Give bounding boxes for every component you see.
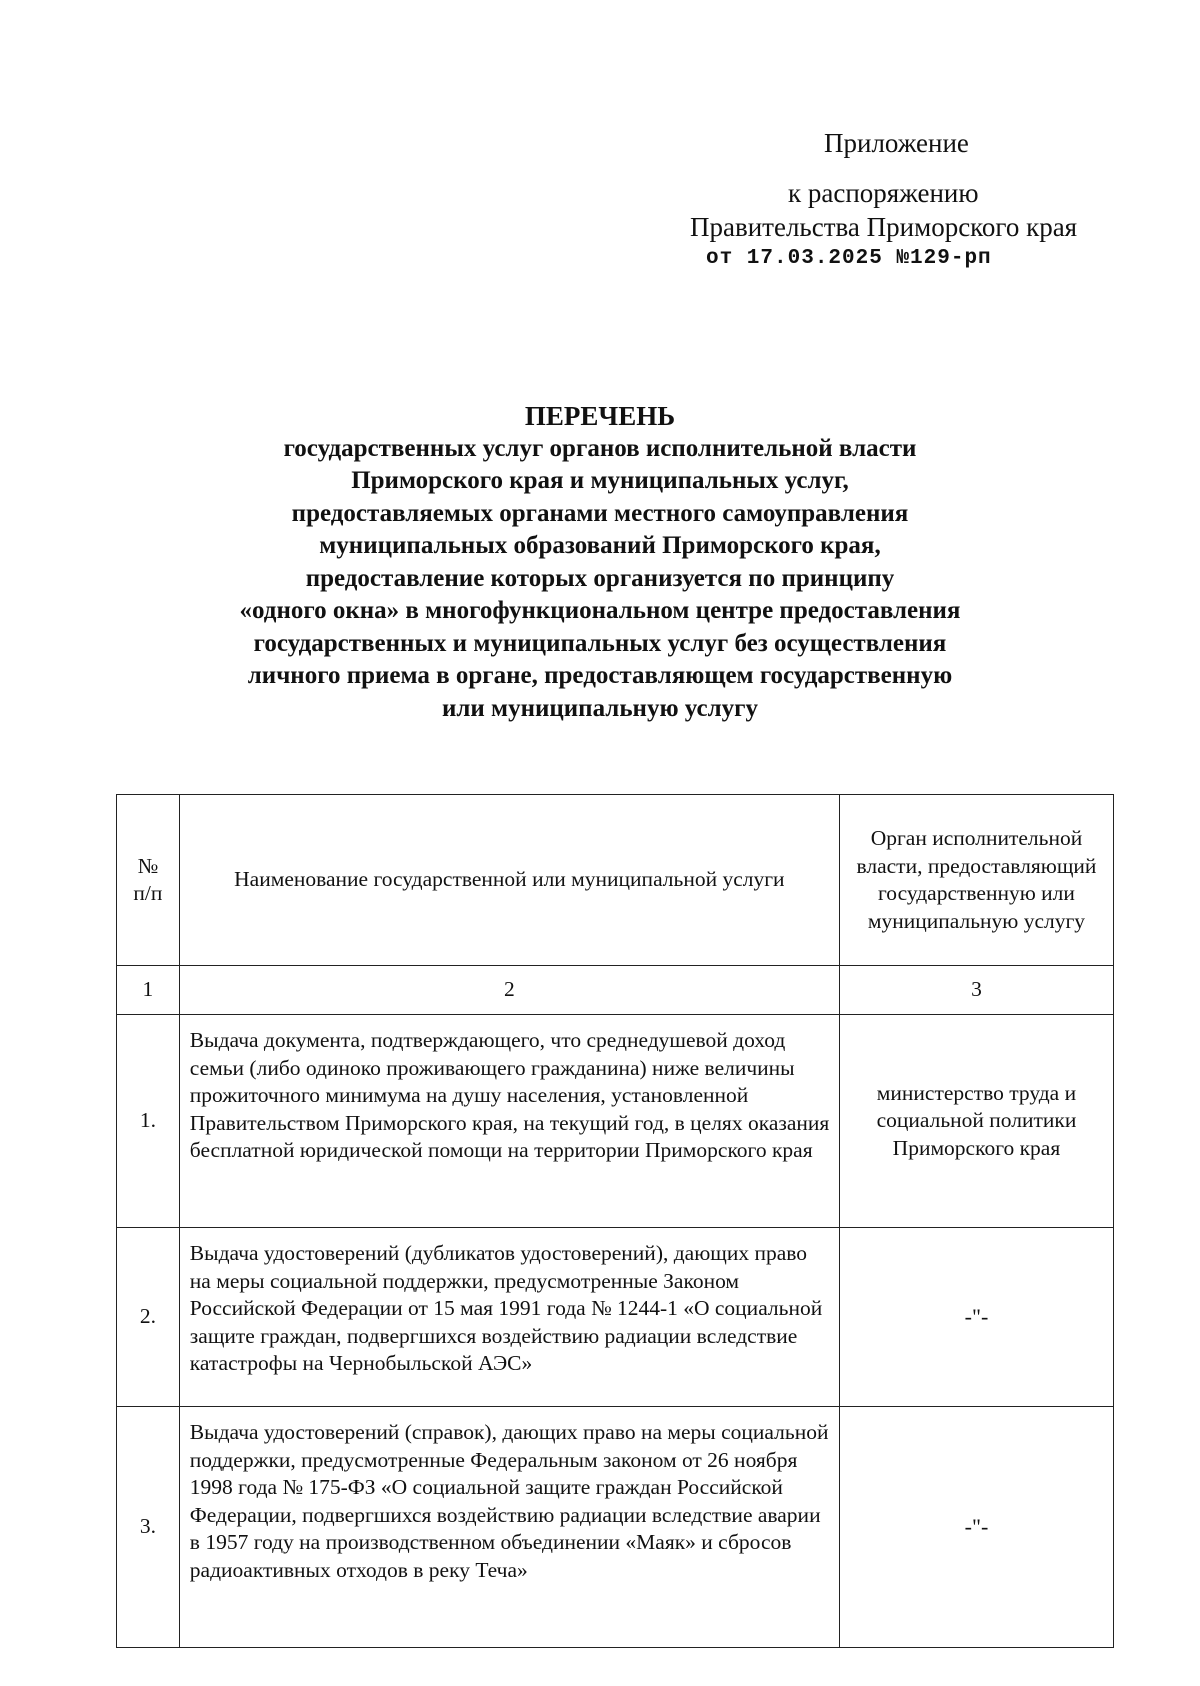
header-number-cell bbox=[117, 795, 180, 966]
service-name: Выдача удостоверений (справок), дающих право на меры социальной поддержки, предусмотренные Федеральным законом от 26 ноября 1998 года № 175-ФЗ «О социальной защите граждан Российской Федерации, подвергшихся воздействию радиации вследствие аварии в 1957 году на производственном объединении «Маяк» и сбросов радиоактивных отходов в реку Теча» bbox=[179, 1407, 839, 1648]
row-number: 1. bbox=[117, 1015, 180, 1228]
column-number: 1 bbox=[117, 966, 180, 1015]
appendix-date-number: от 17.03.2025 №129-рп bbox=[706, 247, 992, 270]
authority-ditto: -"- bbox=[839, 1228, 1113, 1407]
column-numbering-row bbox=[117, 966, 1114, 1015]
title-line: «одного окна» в многофункциональном центре предоставления bbox=[239, 597, 961, 624]
services-table bbox=[116, 794, 1114, 1648]
column-number: 2 bbox=[179, 966, 839, 1015]
title-line: личного приема в органе, предоставляющем государственную bbox=[247, 662, 953, 689]
authority-ditto: -"- bbox=[839, 1407, 1113, 1648]
table-row bbox=[117, 1228, 1114, 1407]
column-number: 3 bbox=[839, 966, 1113, 1015]
table-row bbox=[117, 1407, 1114, 1648]
document-title bbox=[0, 400, 1200, 725]
authority-name: министерство труда и социальной политики Приморского края bbox=[839, 1015, 1113, 1228]
service-name: Выдача удостоверений (дубликатов удостоверений), дающих право на меры социальной поддержки, предусмотренные Законом Российской Федерации от 15 мая 1991 года № 1244-1 «О социальной защите граждан, подвергшихся воздействию радиации вследствие катастрофы на Чернобыльской АЭС» bbox=[179, 1228, 839, 1407]
title-line: муниципальных образований Приморского края, bbox=[319, 532, 881, 559]
title-line: предоставляемых органами местного самоуправления bbox=[291, 499, 909, 527]
appendix-issuer: Правительства Приморского края bbox=[690, 212, 1078, 242]
row-number: 2. bbox=[117, 1228, 180, 1407]
row-number: 3. bbox=[117, 1407, 180, 1648]
title-heading: ПЕРЕЧЕНЬ bbox=[524, 401, 676, 431]
title-line: государственных услуг органов исполнительной власти bbox=[283, 434, 917, 462]
header-authority-cell: Орган исполнительной власти, предоставляющий государственную или муниципальную услугу bbox=[839, 795, 1113, 966]
appendix-label: Приложение bbox=[824, 128, 969, 158]
title-line: предоставление которых организуется по принципу bbox=[305, 564, 895, 592]
appendix-order-ref: к распоряжению bbox=[788, 178, 979, 208]
header-service-cell: Наименование государственной или муниципальной услуги bbox=[179, 795, 839, 966]
header-number-label: п/п bbox=[133, 881, 163, 905]
service-name: Выдача документа, подтверждающего, что среднедушевой доход семьи (либо одиноко проживающего гражданина) ниже величины прожиточного минимума на душу населения, установленной Правительством Приморского края, на текущий год, в целях оказания бесплатной юридической помощи на территории Приморского края bbox=[179, 1015, 839, 1228]
title-line: Приморского края и муниципальных услуг, bbox=[351, 467, 849, 494]
table-header-row bbox=[117, 795, 1114, 966]
table-row bbox=[117, 1015, 1114, 1228]
header-number-sign: № bbox=[137, 853, 159, 878]
title-line: государственных и муниципальных услуг без осуществления bbox=[253, 629, 947, 657]
title-line: или муниципальную услугу bbox=[441, 694, 759, 722]
